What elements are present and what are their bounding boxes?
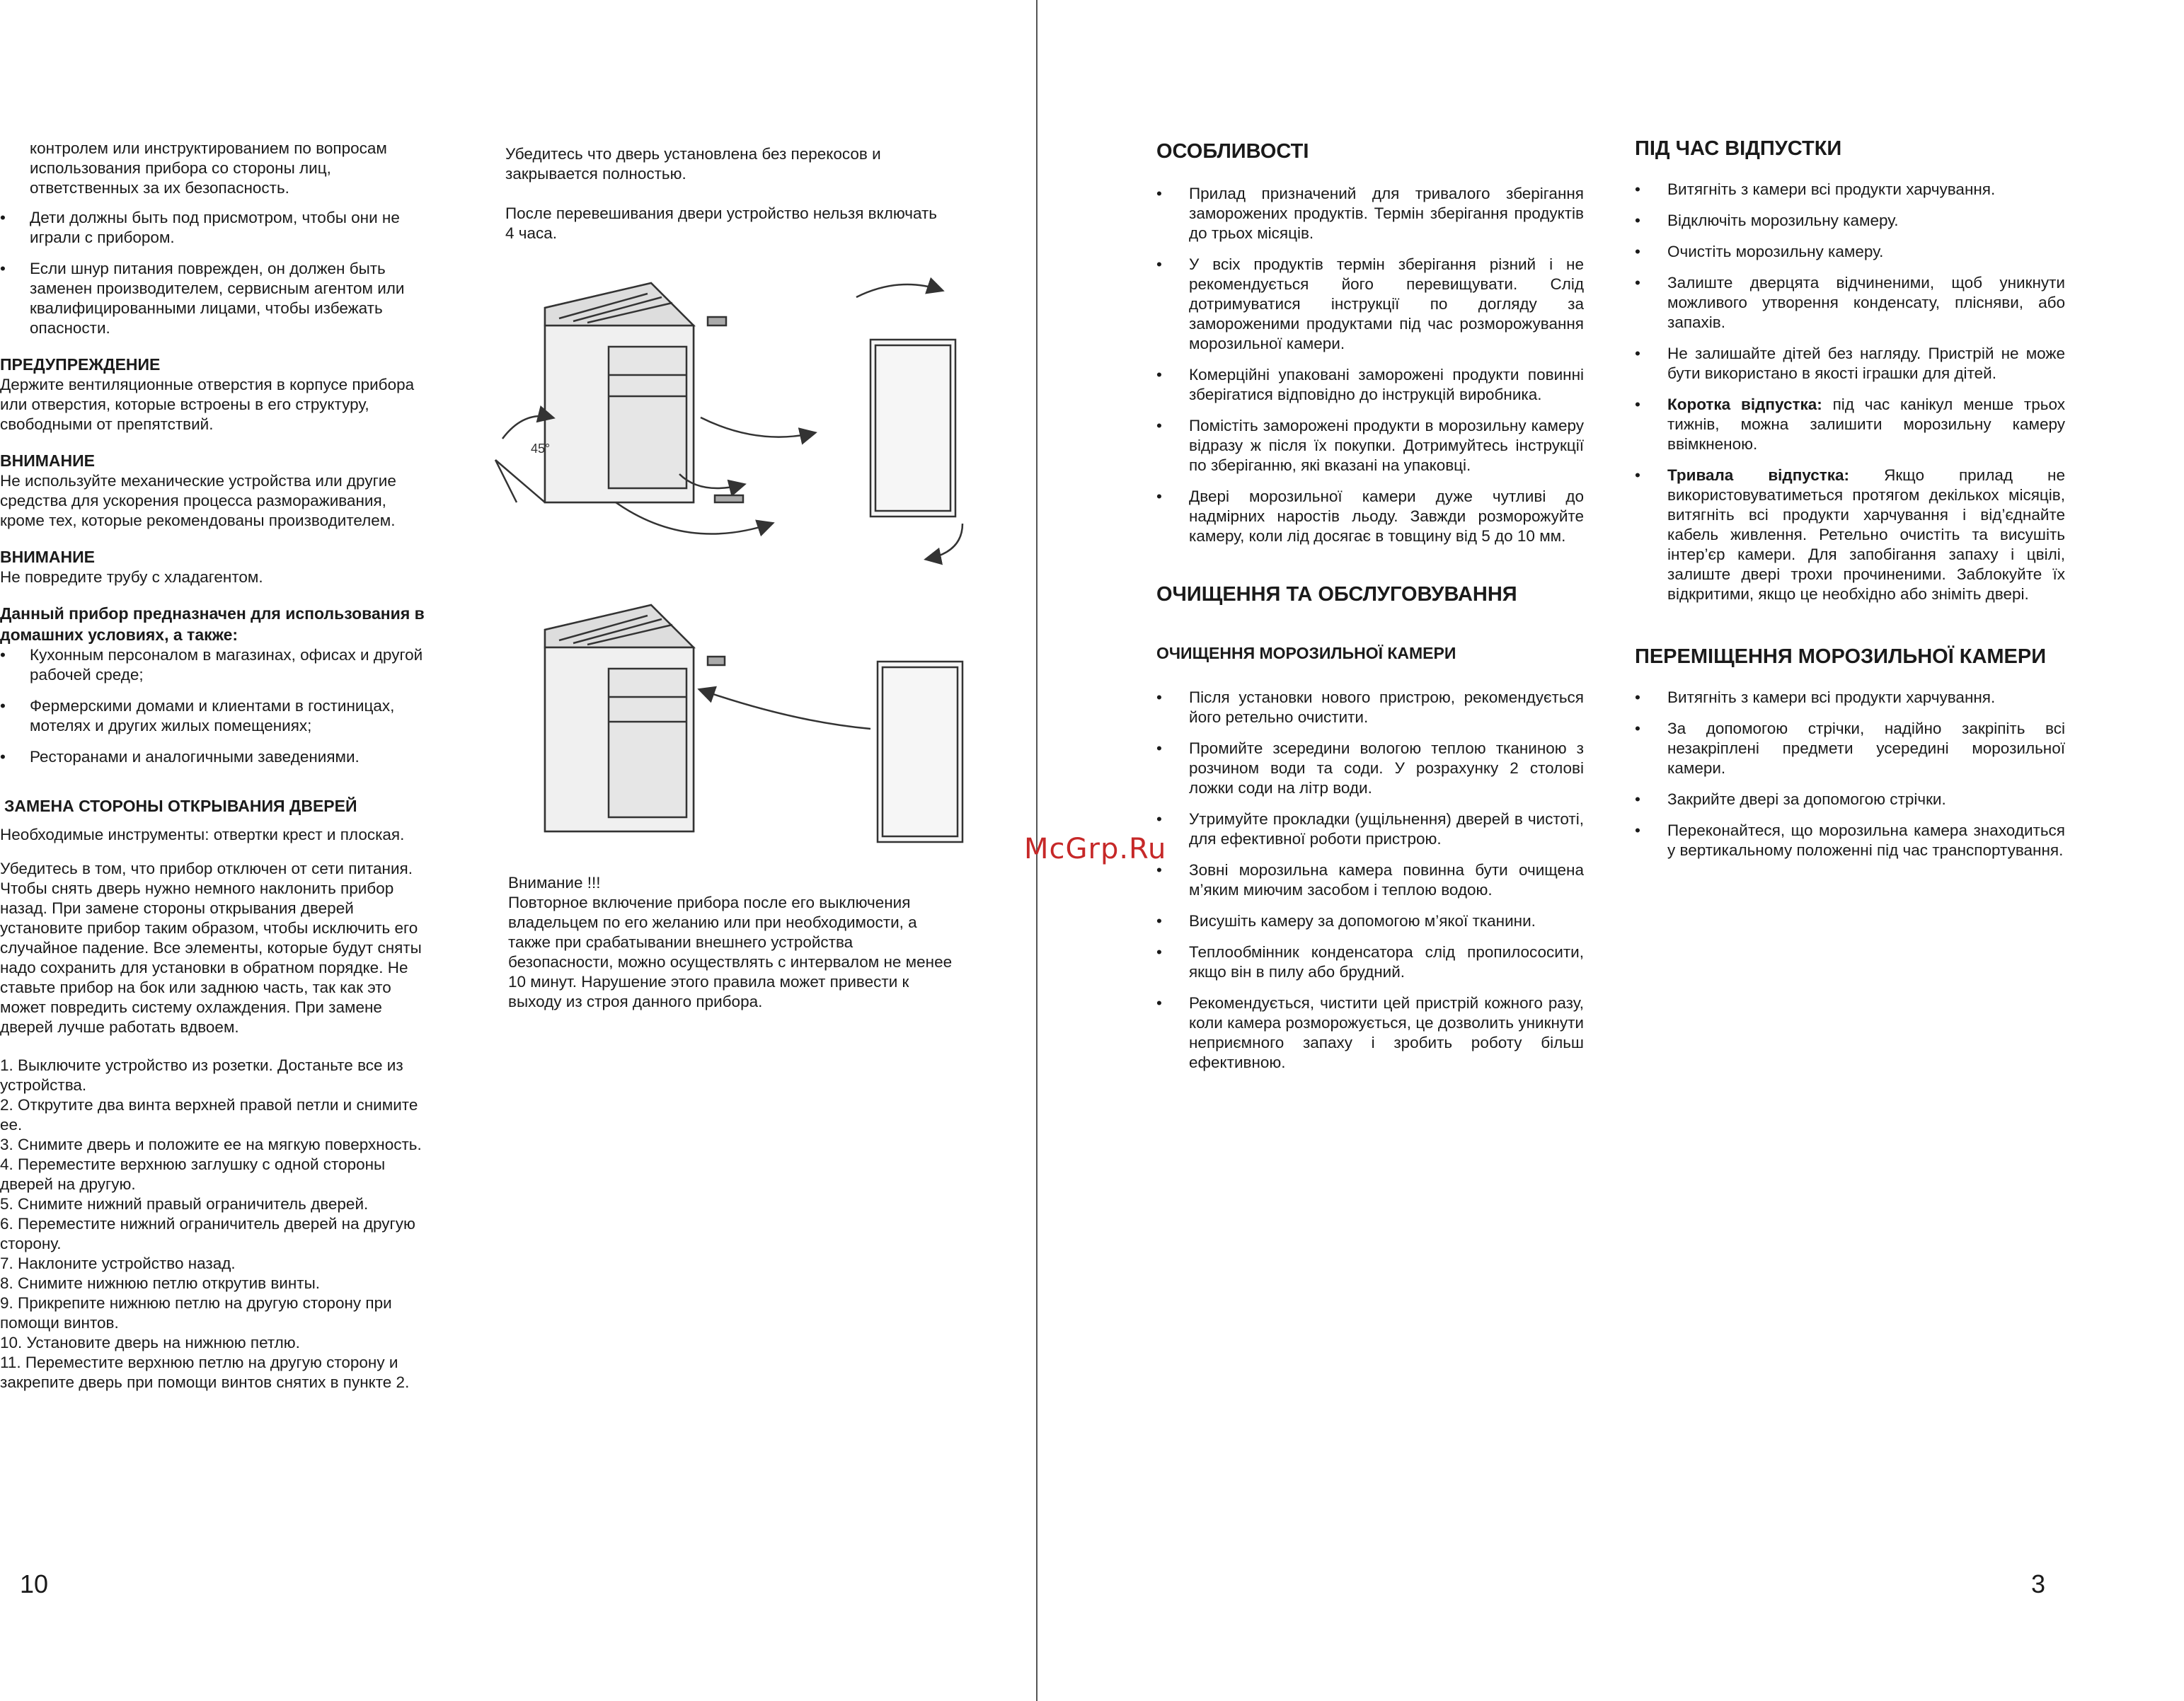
step-item: 10. Установите дверь на нижнюю петлю. <box>0 1334 300 1351</box>
vacation-title: ПІД ЧАС ВІДПУСТКИ <box>1635 137 1842 160</box>
tools-text: Необходимые инструменты: отвертки крест и плоская. <box>0 826 405 843</box>
list-item: • Очистіть морозильну камеру. <box>1635 243 1884 260</box>
attention-title: Внимание !!! <box>508 874 601 892</box>
warning-text: Держите вентиляционные отверстия в корпусе прибора или отверстия, которые встроены в его структуру, свободными от препятствий. <box>0 376 415 433</box>
features-list <box>1156 184 1584 546</box>
attention-text-2: Не повредите трубу с хладагентом. <box>0 568 263 586</box>
list-item: • У всіх продуктів термін зберігання різний і не рекомендується його перевищувати. Слід дотримуватися інструкції по догляду за замороженими продуктами під час розморожування морозильної камери. <box>1156 255 1584 352</box>
attention-text-1: Не используйте механические устройства или другие средства для ускорения процесса размораживания, кроме тех, которые рекомендованы производителем. <box>0 472 396 529</box>
warning-title: ПРЕДУПРЕЖДЕНИЕ <box>0 355 161 374</box>
right-column-1 <box>1156 139 1584 1084</box>
list-item: • Прилад призначений для тривалого зберігання заморожених продуктів. Термін зберігання продуктів до трьох місяців. <box>1156 185 1584 242</box>
cleaning-title: ОЧИЩЕННЯ ТА ОБСЛУГОВУВАННЯ <box>1156 583 1517 606</box>
attention-text: Повторное включение прибора после его выключения владельцем по его желанию или при необходимости, а также при срабатывании внешнего устройства безопасности, можно осуществлять с интервалом не менее 10 минут. Нарушение этого правила может привести к выходу из строя данного прибора. <box>508 894 953 1010</box>
step-item: 5. Снимите нижний правый ограничитель дверей. <box>0 1195 369 1213</box>
left-column-1 <box>0 139 429 1392</box>
attention-title-2: ВНИМАНИЕ <box>0 548 96 566</box>
list-item: • Коротка відпустка: під час канікул менше трьох тижнів, можна залишити морозильну камеру ввімкненою. <box>1635 396 2065 453</box>
right-page-number: 3 <box>2031 1569 2046 1598</box>
left-page-number: 10 <box>20 1569 49 1598</box>
right-column-2 <box>1635 136 2065 872</box>
usage-title: Данный прибор предназначен для использования в домашних условиях, а также: <box>0 604 425 644</box>
door-reversal-diagram <box>474 269 970 863</box>
list-item: • Ресторанами и аналогичными заведениями. <box>0 748 360 766</box>
features-title: ОСОБЛИВОСТІ <box>1156 140 1309 163</box>
list-item: • Кухонным персоналом в магазинах, офисах и другой рабочей среде; <box>0 646 423 684</box>
step-item: 9. Прикрепите нижнюю петлю на другую сторону при помощи винтов. <box>0 1294 392 1332</box>
angle-label: 45° <box>531 442 551 456</box>
list-item: • Не залишайте дітей без нагляду. Пристрій не може бути використано в якості іграшки для дітей. <box>1635 345 2065 382</box>
safety-bullets <box>0 208 429 338</box>
cleaning-list <box>1156 688 1584 1073</box>
door-text: Убедитесь в том, что прибор отключен от сети питания. Чтобы снять дверь нужно немного наклонить прибор назад. При замене стороны открывания дверей установите прибор таким образом, чтобы исключить его случайное падение. Все элементы, которые будут сняты надо сохранить для установки в обратном порядке. Не ставьте прибор на бок или заднюю часть, так как это может повредить систему охлаждения. При замене дверей лучше работать вдвоем. <box>0 860 422 1036</box>
intro-text: контролем или инструктированием по вопросам использования прибора со стороны лиц, ответственных за их безопасность. <box>30 139 387 197</box>
step-item: 2. Открутите два винта верхней правой петли и снимите ее. <box>0 1096 418 1134</box>
watermark-text: McGrp.Ru <box>1024 833 1167 865</box>
list-item: • За допомогою стрічки, надійно закріпіть всі незакріплені предмети усередині морозильної камери. <box>1635 720 2065 777</box>
list-item: • Тривала відпустка: Якщо прилад не використовуватиметься протягом декількох місяців, витягніть всі продукти харчування і від’єднайте кабель живлення. Ретельно очистіть та висушіть інтер’єр камери. Для запобігання запаху і цвілі, залиште двері трохи прочиненими. Заблокуйте їх відкритими, якщо це необхідно або зніміть двері. <box>1635 466 2065 603</box>
vacation-list <box>1635 180 2065 604</box>
list-item: • Закрийте двері за допомогою стрічки. <box>1635 790 1946 808</box>
list-item: • Висушіть камеру за допомогою м’якої тканини. <box>1156 912 1536 930</box>
list-item: • Промийте зсередини вологою теплою тканиною з розчином води та соди. У розрахунку 2 столові ложки соди на літр води. <box>1156 739 1584 797</box>
list-item: • Після установки нового пристрою, рекомендується його ретельно очистити. <box>1156 688 1584 726</box>
step-item: 6. Переместите нижний ограничитель дверей на другую сторону. <box>0 1215 415 1252</box>
bullet-dot: • <box>0 260 6 277</box>
moving-list <box>1635 688 2065 860</box>
attention-title-1: ВНИМАНИЕ <box>0 451 96 470</box>
step-item: 3. Снимите дверь и положите ее на мягкую поверхность. <box>0 1136 422 1153</box>
list-item: • Переконайтеся, що морозильна камера знаходиться у вертикальному положенні під час транспортування. <box>1635 821 2065 859</box>
attention-block <box>508 873 954 1012</box>
list-item: • Фермерскими домами и клиентами в гостиницах, мотелях и других жилых помещениях; <box>0 697 395 734</box>
list-item: • Если шнур питания поврежден, он должен быть заменен производителем, сервисным агентом или квалифицированными лицами, чтобы избежать опасности. <box>0 260 405 337</box>
list-item: • Дети должны быть под присмотром, чтобы они не играли с прибором. <box>0 209 400 246</box>
step-item: 7. Наклоните устройство назад. <box>0 1255 236 1272</box>
list-item: • Зовні морозильна камера повинна бути очищена м’яким миючим засобом і теплою водою. <box>1156 861 1584 899</box>
list-item: • Двері морозильної камери дуже чутливі до надмірних наростів льоду. Завжди розморожуйте камеру, коли лід досягає в товщину від 5 до 10 мм. <box>1156 488 1584 545</box>
list-item: • Комерційні упаковані заморожені продукти повинні зберігатися відповідно до інструкцій виробника. <box>1156 366 1584 403</box>
list-item: • Витягніть з камери всі продукти харчування. <box>1635 688 1996 706</box>
left-column-2 <box>505 144 944 243</box>
list-item: • Помістіть заморожені продукти в морозильну камеру відразу ж після їх покупки. Дотримуйтесь інструкції по зберіганню, які вказані на упаковці. <box>1156 417 1584 474</box>
cleaning-subtitle: ОЧИЩЕННЯ МОРОЗИЛЬНОЇ КАМЕРИ <box>1156 644 1456 662</box>
step-item: 11. Переместите верхнюю петлю на другую сторону и закрепите дверь при помощи винтов снятих в пункте 2. <box>0 1354 410 1391</box>
check-text-1: Убедитесь что дверь установлена без перекосов и закрывается полностью. <box>505 145 881 183</box>
door-section-title: ЗАМЕНА СТОРОНЫ ОТКРЫВАНИЯ ДВЕРЕЙ <box>4 797 357 815</box>
list-item: • Відключіть морозильну камеру. <box>1635 212 1899 229</box>
list-item: • Рекомендується, чистити цей пристрій кожного разу, коли камера розморожується, це дозволить уникнути неприємного запаху і зробить роботу більш ефективною. <box>1156 994 1584 1071</box>
list-item: • Витягніть з камери всі продукти харчування. <box>1635 180 1996 198</box>
moving-title: ПЕРЕМІЩЕННЯ МОРОЗИЛЬНОЇ КАМЕРИ <box>1635 645 2047 668</box>
list-item: • Залиште дверцята відчиненими, щоб уникнути можливого утворення конденсату, плісняви, або запахів. <box>1635 274 2065 331</box>
bullet-dot: • <box>0 209 6 226</box>
check-text-2: После перевешивания двери устройство нельзя включать 4 часа. <box>505 204 937 242</box>
step-item: 4. Переместите верхнюю заглушку с одной стороны дверей на другую. <box>0 1155 386 1193</box>
usage-list <box>0 645 429 767</box>
step-item: 8. Снимите нижнюю петлю открутив винты. <box>0 1274 321 1292</box>
list-item: • Утримуйте прокладки (ущільнення) дверей в чистоті, для ефективної роботи пристрою. <box>1156 810 1584 848</box>
steps-list <box>0 1056 429 1392</box>
step-item: 1. Выключите устройство из розетки. Достаньте все из устройства. <box>0 1056 403 1094</box>
list-item: • Теплообмінник конденсатора слід пропилососити, якщо він в пилу або брудний. <box>1156 943 1584 981</box>
